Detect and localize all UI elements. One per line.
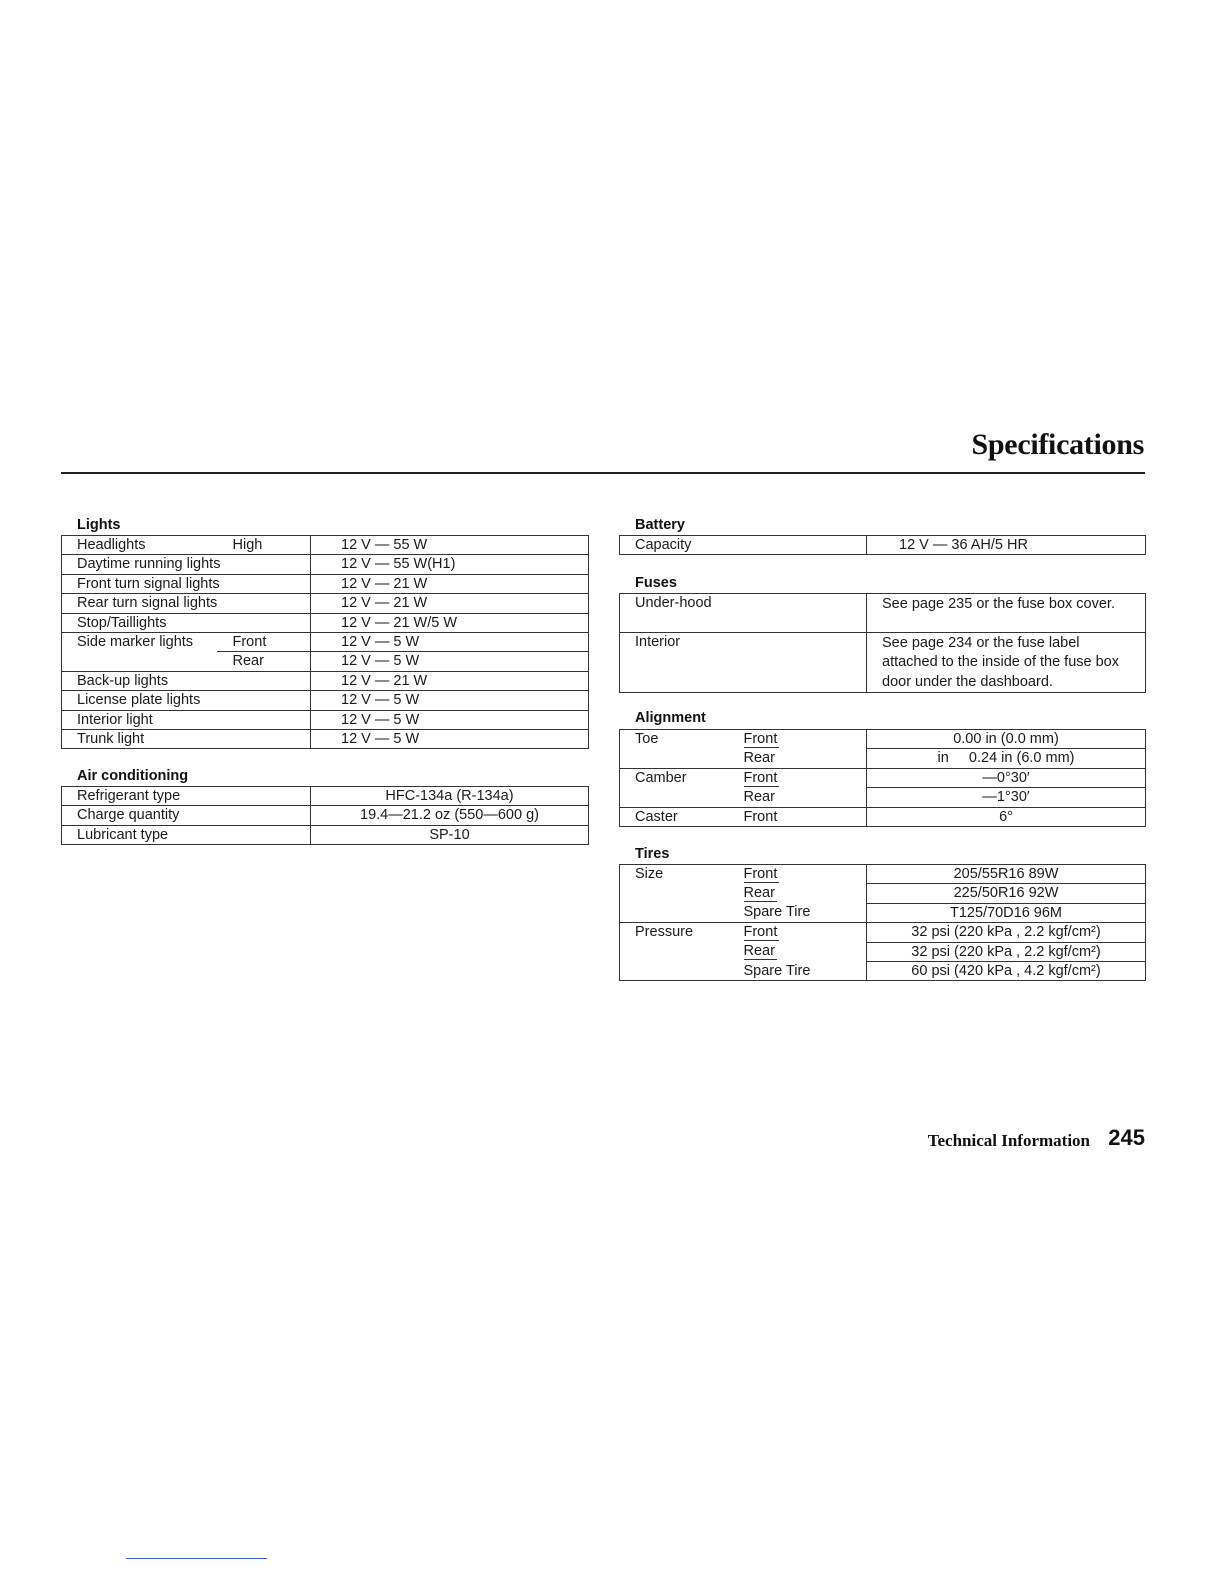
ac-value: HFC-134a (R-134a)	[311, 787, 589, 806]
fuses-value: See page 234 or the fuse label attached to the inside of the fuse box door under the dashboard.	[867, 633, 1146, 693]
page-title: Specifications	[971, 428, 1144, 461]
lights-value: 12 V — 5 W	[311, 652, 589, 671]
table-row	[620, 923, 1146, 942]
lights-heading: Lights	[77, 517, 121, 533]
fuses-item: Interior	[620, 633, 867, 693]
lights-item: Daytime running lights	[62, 555, 311, 574]
page-number: 245	[1108, 1125, 1145, 1150]
lights-value: 12 V — 5 W	[311, 691, 589, 710]
tires-sub: Rear	[743, 884, 775, 901]
lights-value: 12 V — 55 W(H1)	[311, 555, 589, 574]
tires-value: T125/70D16 96M	[867, 903, 1146, 922]
table-row	[620, 749, 1146, 768]
lights-value: 12 V — 5 W	[311, 633, 589, 652]
lights-value: 12 V — 21 W/5 W	[311, 613, 589, 632]
table-row	[620, 903, 1146, 922]
tires-value: 32 psi (220 kPa , 2.2 kgf/cm²)	[867, 942, 1146, 961]
table-row	[62, 555, 589, 574]
table-row	[620, 865, 1146, 884]
lights-item: Back-up lights	[62, 671, 311, 690]
tires-sub: Rear	[743, 943, 775, 960]
battery-item: Capacity	[620, 536, 867, 555]
lights-value: 12 V — 5 W	[311, 730, 589, 749]
table-row	[62, 652, 589, 671]
tires-value: 225/50R16 92W	[867, 884, 1146, 903]
table-row	[620, 788, 1146, 807]
tires-sub: Front	[744, 923, 867, 942]
footer-section-label: Technical Information	[927, 1131, 1090, 1150]
tires-value: 205/55R16 89W	[867, 865, 1146, 884]
alignment-table	[619, 729, 1146, 827]
bottom-rule	[126, 1558, 267, 1559]
tires-value: 32 psi (220 kPa , 2.2 kgf/cm²)	[867, 923, 1146, 942]
alignment-item	[620, 788, 744, 807]
lights-sub: High	[217, 536, 311, 555]
lights-item: Side marker lights	[62, 633, 217, 652]
air-conditioning-table	[61, 786, 589, 845]
lights-value: 12 V — 55 W	[311, 536, 589, 555]
table-row	[62, 710, 589, 729]
lights-value: 12 V — 5 W	[311, 710, 589, 729]
lights-item: Stop/Taillights	[62, 613, 311, 632]
air-conditioning-heading: Air conditioning	[77, 768, 189, 784]
lights-value: 12 V — 21 W	[311, 574, 589, 593]
tires-item: Pressure	[620, 923, 744, 942]
alignment-sub: Rear	[743, 788, 775, 805]
fuses-value: See page 235 or the fuse box cover.	[867, 594, 1146, 633]
table-row	[620, 884, 1146, 903]
table-row	[62, 671, 589, 690]
alignment-item: Camber	[620, 768, 744, 787]
battery-heading: Battery	[635, 517, 685, 533]
table-row	[62, 594, 589, 613]
table-row	[620, 730, 1146, 749]
alignment-sub: Front	[744, 807, 867, 826]
tires-heading: Tires	[635, 846, 670, 862]
alignment-sub: Rear	[743, 749, 775, 766]
alignment-value: in 0.24 in (6.0 mm)	[867, 749, 1146, 768]
fuses-item: Under-hood	[620, 594, 867, 633]
alignment-sub: Front	[744, 730, 867, 749]
tires-item	[620, 962, 744, 981]
lights-item: Headlights	[62, 536, 217, 555]
lights-sub: Rear	[217, 652, 311, 671]
title-divider	[61, 472, 1145, 474]
tires-sub: Spare Tire	[744, 962, 867, 981]
table-row	[62, 633, 589, 652]
alignment-item	[620, 749, 744, 768]
lights-sub: Front	[217, 633, 311, 652]
alignment-value: 6°	[867, 807, 1146, 826]
table-row	[620, 536, 1146, 555]
lights-item: Trunk light	[62, 730, 311, 749]
table-row	[620, 807, 1146, 826]
fuses-table	[619, 593, 1146, 693]
alignment-value: 0.00 in (0.0 mm)	[867, 730, 1146, 749]
table-row	[620, 594, 1146, 633]
table-row	[62, 691, 589, 710]
table-row	[62, 825, 589, 844]
table-row	[620, 633, 1146, 693]
alignment-item: Caster	[620, 807, 744, 826]
tires-item	[620, 903, 744, 922]
table-row	[620, 942, 1146, 961]
alignment-sub: Front	[744, 768, 867, 787]
table-row	[62, 536, 589, 555]
tires-sub: Front	[744, 865, 867, 884]
tires-item	[620, 942, 744, 961]
tires-sub: Spare Tire	[743, 904, 811, 921]
ac-item: Lubricant type	[62, 825, 311, 844]
fuses-heading: Fuses	[635, 575, 677, 591]
table-row	[62, 730, 589, 749]
lights-table	[61, 535, 589, 749]
lights-item: Front turn signal lights	[62, 574, 311, 593]
table-row	[62, 613, 589, 632]
table-row	[62, 806, 589, 825]
ac-item: Refrigerant type	[62, 787, 311, 806]
table-row	[620, 962, 1146, 981]
tires-item	[620, 884, 744, 903]
lights-item: Interior light	[62, 710, 311, 729]
lights-item: Rear turn signal lights	[62, 594, 311, 613]
ac-value: 19.4—21.2 oz (550—600 g)	[311, 806, 589, 825]
lights-item	[62, 652, 217, 671]
table-row	[62, 574, 589, 593]
ac-item: Charge quantity	[62, 806, 311, 825]
tires-value: 60 psi (420 kPa , 4.2 kgf/cm²)	[867, 962, 1146, 981]
battery-value: 12 V — 36 AH/5 HR	[867, 536, 1146, 555]
lights-value: 12 V — 21 W	[311, 671, 589, 690]
lights-value: 12 V — 21 W	[311, 594, 589, 613]
tires-item: Size	[620, 865, 744, 884]
ac-value: SP-10	[311, 825, 589, 844]
table-row	[62, 787, 589, 806]
alignment-value: —1°30′	[867, 788, 1146, 807]
alignment-value: —0°30′	[867, 768, 1146, 787]
alignment-item: Toe	[620, 730, 744, 749]
lights-item: License plate lights	[62, 691, 311, 710]
battery-table	[619, 535, 1146, 555]
tires-table	[619, 864, 1146, 981]
table-row	[620, 768, 1146, 787]
alignment-heading: Alignment	[635, 710, 706, 726]
